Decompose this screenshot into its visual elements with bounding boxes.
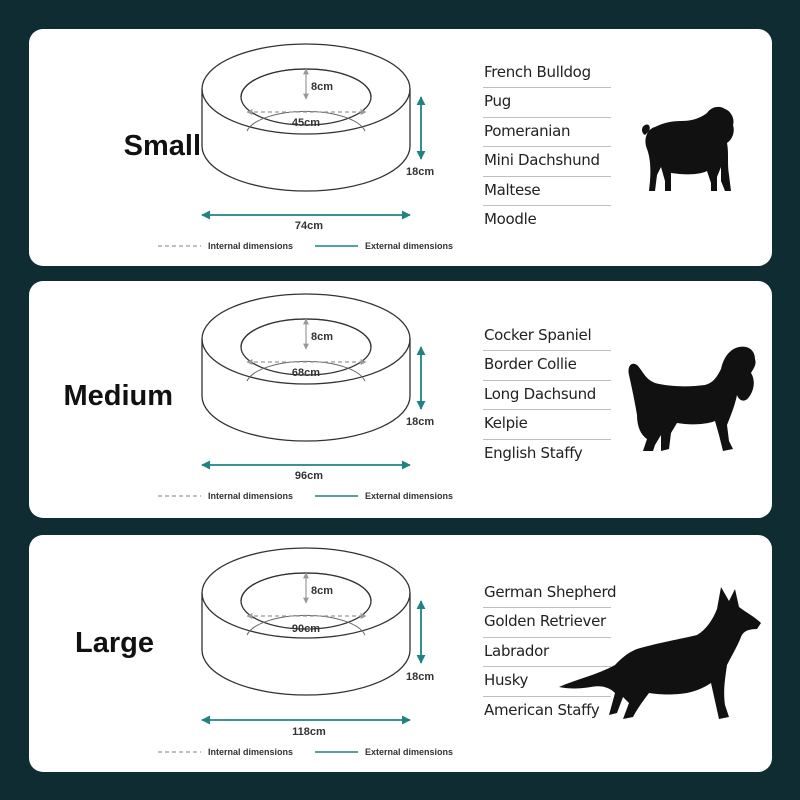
outer-diameter-label: 96cm	[294, 470, 324, 482]
list-item: Border Collie	[483, 351, 611, 380]
list-item: Long Dachsund	[483, 381, 611, 410]
list-item: Labrador	[483, 638, 611, 667]
outer-diameter-label: 74cm	[294, 220, 324, 232]
breed-list	[483, 322, 611, 469]
list-item: Pomeranian	[483, 118, 611, 147]
legend-internal: Internal dimensions	[208, 241, 294, 251]
inner-diameter-label: 45cm	[291, 117, 321, 129]
list-item: Cocker Spaniel	[483, 322, 611, 351]
size-card-large	[29, 535, 772, 772]
bed-diagram	[29, 535, 489, 772]
bed-body	[202, 548, 410, 695]
size-label: Medium	[63, 380, 173, 412]
outer-height-label: 18cm	[406, 166, 435, 178]
list-item: Husky	[483, 667, 611, 696]
legend-internal: Internal dimensions	[208, 491, 294, 501]
list-item: Mini Dachshund	[483, 147, 611, 176]
shepherd-silhouette-icon	[557, 583, 763, 723]
list-item: Golden Retriever	[483, 608, 611, 637]
size-label: Small	[123, 130, 201, 162]
inner-diameter-label: 90cm	[291, 623, 321, 635]
list-item: Pug	[483, 88, 611, 117]
legend-external: External dimensions	[365, 241, 454, 251]
legend-internal: Internal dimensions	[208, 747, 294, 757]
list-item: French Bulldog	[483, 59, 611, 88]
list-item: Kelpie	[483, 410, 611, 439]
inner-diameter-label: 68cm	[291, 367, 321, 379]
size-card-medium	[29, 281, 772, 518]
list-item: German Shepherd	[483, 579, 611, 608]
inner-height-label: 8cm	[311, 81, 334, 93]
spaniel-silhouette-icon	[625, 345, 759, 455]
list-item: American Staffy	[484, 700, 600, 719]
inner-height-label: 8cm	[311, 585, 334, 597]
outer-diameter-label: 118cm	[292, 726, 326, 738]
breed-list	[483, 59, 611, 235]
size-label: Large	[75, 627, 154, 659]
legend-external: External dimensions	[365, 491, 454, 501]
outer-height-label: 18cm	[406, 671, 435, 683]
outer-height-label: 18cm	[406, 416, 435, 428]
bed-diagram	[29, 281, 489, 518]
size-card-small	[29, 29, 772, 266]
list-item: Moodle	[484, 209, 537, 228]
bed-diagram	[29, 29, 489, 266]
inner-height-label: 8cm	[311, 331, 334, 343]
legend-external: External dimensions	[365, 747, 454, 757]
list-item: Maltese	[483, 177, 611, 206]
list-item: English Staffy	[484, 443, 583, 462]
pug-silhouette-icon	[641, 105, 737, 193]
